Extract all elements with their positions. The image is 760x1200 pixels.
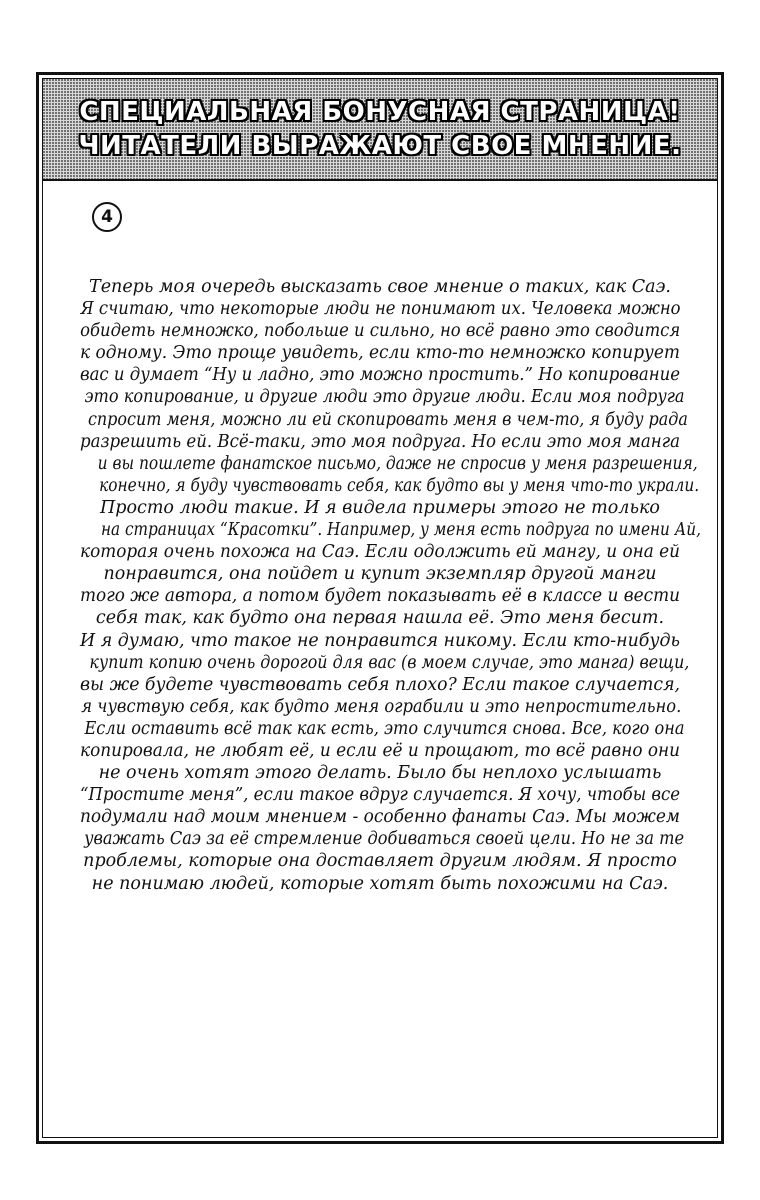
letter-line: проблемы, которые она доставляет другим людям. Я просто: [83, 851, 677, 872]
letter-line: спросит меня, можно ли ей скопировать меня в чем-то, я буду рада: [87, 409, 688, 430]
letter-line: Я считаю, что некоторые люди не понимают их. Человека можно: [80, 299, 681, 320]
letter-line: которая очень похожа на Саэ. Если одолжить ей мангу, и она ей: [80, 542, 681, 563]
header-title-line-2: ЧИТАТЕЛИ ВЫРАЖАЮТ СВОЕ МНЕНИЕ.: [78, 131, 682, 161]
letter-line: вас и думает “Ну и ладно, это можно простить.” Но копирование: [79, 365, 680, 386]
letter-line: “Простите меня”, если такое вдруг случается. Я хочу, чтобы все: [79, 785, 680, 806]
letter-line: к одному. Это проще увидеть, если кто-то немножко копирует: [80, 343, 681, 364]
letter-line: это копирование, и другие люди это другие люди. Если моя подруга: [84, 387, 685, 408]
letter-line: разрешить ей. Всё-таки, это моя подруга. Но если это моя манга: [79, 431, 680, 452]
letter-line: Просто люди такие. И я видела примеры этого не только: [100, 497, 660, 518]
letter-line: И я думаю, что такое не понравится никому. Если кто-нибудь: [79, 630, 680, 651]
letter-line: Если оставить всё так как есть, это случится снова. Все, кого она: [84, 718, 685, 739]
letter-line: я чувствую себя, как будто меня ограбили и это непростительно.: [81, 696, 682, 717]
letter-line: того же автора, а потом будет показывать её в классе и вести: [80, 586, 680, 607]
letter-line: на страницах “Красотки”. Например, у меня есть подруга по имени Ай,: [100, 520, 701, 541]
letter-line: копировала, не любят её, и если её и прощают, то всё равно они: [79, 740, 680, 761]
letter-line: не понимаю людей, которые хотят быть похожими на Саэ.: [91, 873, 669, 894]
header-title-line-1: СПЕЦИАЛЬНАЯ БОНУСНАЯ СТРАНИЦА!: [79, 97, 681, 127]
letter-body: [60, 276, 700, 895]
letter-line: не очень хотят этого делать. Было бы неплохо услышать: [98, 763, 662, 784]
letter-line: вы же будете чувствовать себя плохо? Если такое случается,: [80, 674, 681, 695]
letter-line: купит копию очень дорогой для вас (в моем случае, это манга) вещи,: [89, 652, 690, 673]
letter-line: обидеть немножко, побольше и сильно, но всё равно это сводится: [80, 321, 681, 342]
letter-line: понравится, она пойдет и купит экземпляр другой манги: [103, 564, 657, 585]
letter-line: и вы пошлете фанатское письмо, даже не спросив у меня разрешения,: [97, 453, 698, 474]
letter-line: конечно, я буду чувствовать себя, как будто вы у меня что-то украли.: [99, 475, 700, 496]
letter-line: уважать Саэ за её стремление добиваться своей цели. Но не за те: [84, 829, 685, 850]
letter-line: Теперь моя очередь высказать свое мнение о таких, как Саэ.: [89, 277, 671, 297]
letter-line: подумали над моим мнением - особенно фанаты Саэ. Мы можем: [79, 807, 680, 828]
letter-line: себя так, как будто она первая нашла её. Это меня бесит.: [95, 608, 665, 629]
header-banner: [43, 79, 717, 181]
letter-number-badge: 4: [92, 202, 122, 232]
